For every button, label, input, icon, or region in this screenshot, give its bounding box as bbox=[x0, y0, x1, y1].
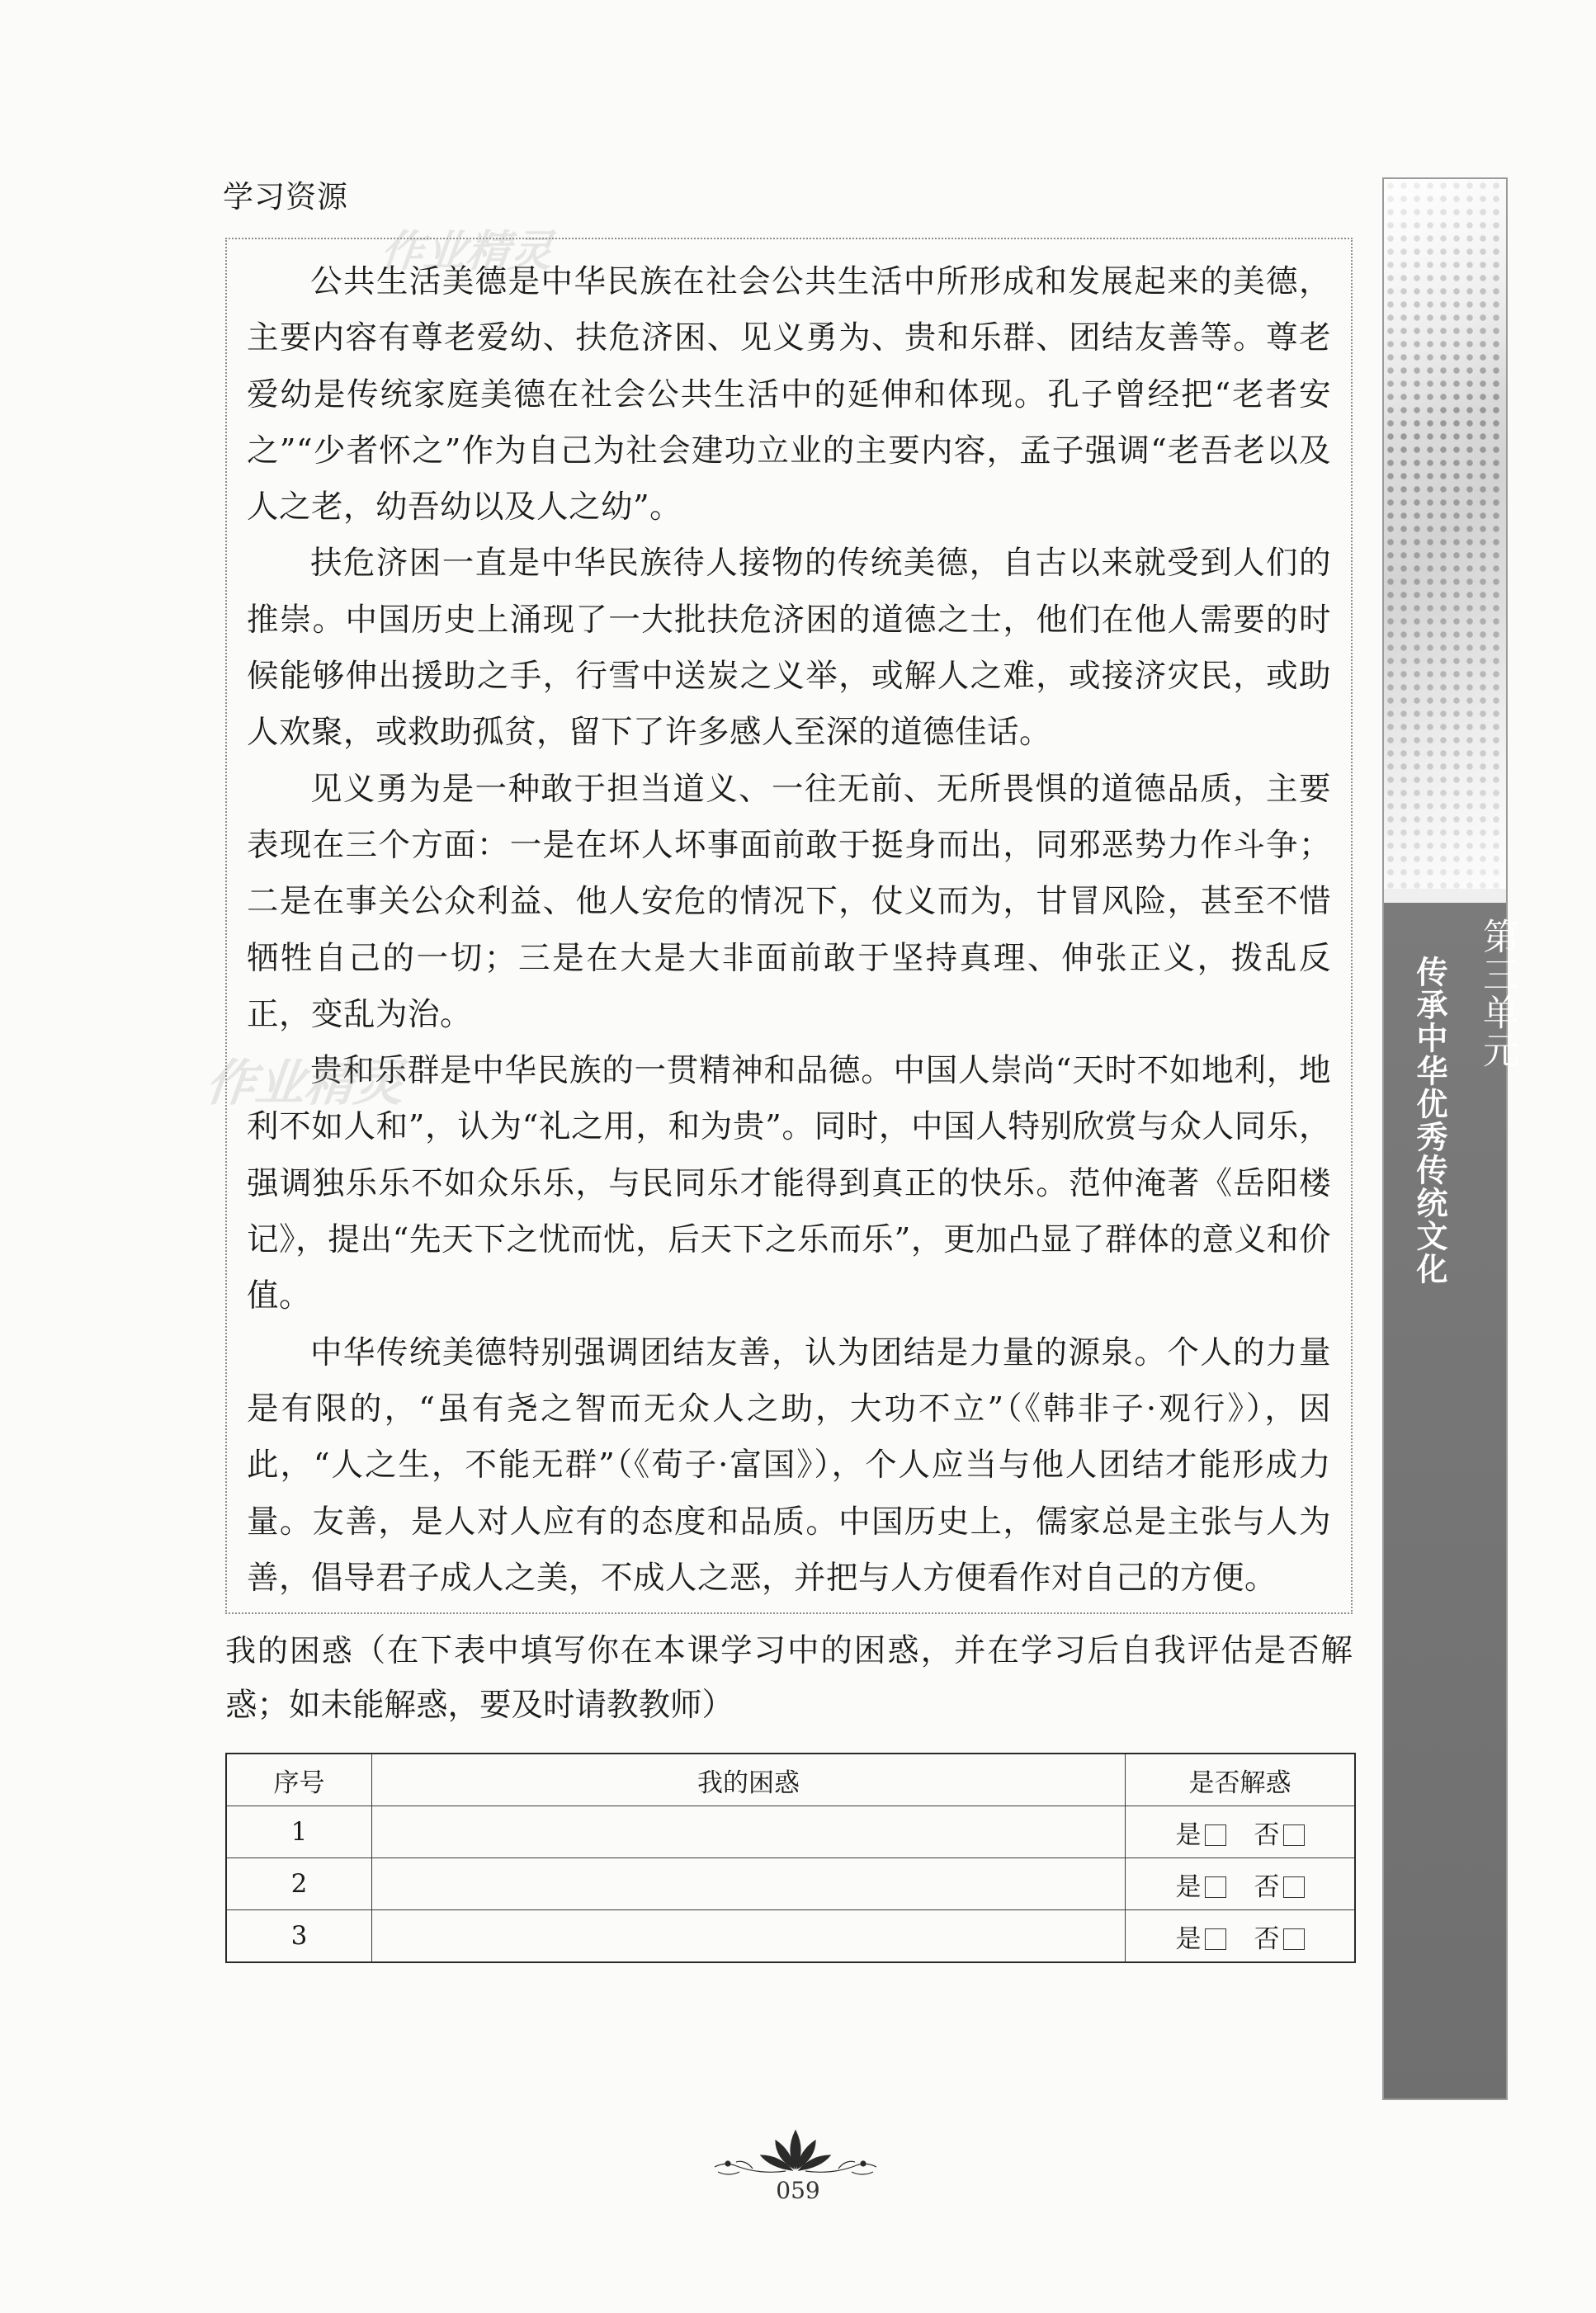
resource-paragraph: 扶危济困一直是中华民族待人接物的传统美德，自古以来就受到人们的推崇。中国历史上涌现了一大批扶危济困的道德之士，他们在他人需要的时候能够伸出援助之手，行雪中送炭之义举，或解人之难，或接济灾民，或助人欢聚，或救助孤贫，留下了许多感人至深的道德佳话。 bbox=[247, 545, 1331, 752]
yes-checkbox[interactable] bbox=[1205, 1824, 1226, 1846]
resolved-cell bbox=[1126, 1806, 1356, 1858]
resource-paragraph: 贵和乐群是中华民族的一贯精神和品德。中国人崇尚“天时不如地利，地利不如人和”，认为“礼之用，和为贵”。同时，中国人特别欣赏与众人同乐，强调独乐乐不如众乐乐，与民同乐才能得到真正的快乐。范仲淹著《岳阳楼记》，提出“先天下之忧而忧，后天下之乐而乐”，更加凸显了群体的意义和价值。 bbox=[247, 1052, 1331, 1315]
table-row bbox=[226, 1910, 1355, 1963]
yes-label: 是 bbox=[1175, 1924, 1202, 1954]
yes-checkbox[interactable] bbox=[1205, 1928, 1226, 1950]
resource-paragraph: 公共生活美德是中华民族在社会公共生活中所形成和发展起来的美德，主要内容有尊老爱幼、扶危济困、见义勇为、贵和乐群、团结友善等。尊老爱幼是传统家庭美德在社会公共生活中的延伸和体现。孔子曾经把“老者安之”“少者怀之”作为自己为社会建功立业的主要内容，孟子强调“老吾老以及人之老，幼吾幼以及人之幼”。 bbox=[247, 263, 1331, 526]
confusion-heading bbox=[225, 1624, 1353, 1733]
learning-resource-box bbox=[225, 238, 1353, 1614]
row-index: 3 bbox=[226, 1910, 372, 1963]
no-label: 否 bbox=[1254, 1924, 1280, 1954]
confusion-label: 我的困惑 bbox=[225, 1633, 354, 1669]
row-index: 1 bbox=[226, 1806, 372, 1858]
table-row bbox=[226, 1858, 1355, 1910]
table-row bbox=[226, 1806, 1355, 1858]
unit-subtitle: 传承中华优秀传统文化 bbox=[1411, 956, 1447, 1286]
table-header-row bbox=[226, 1754, 1355, 1806]
unit-label: 第三单元 bbox=[1476, 918, 1518, 1069]
no-label: 否 bbox=[1254, 1820, 1280, 1850]
confusion-cell[interactable] bbox=[372, 1910, 1126, 1963]
row-index: 2 bbox=[226, 1858, 372, 1910]
confusion-instruction: （在下表中填写你在本课学习中的困惑，并在学习后自我评估是否解惑；如未能解惑，要及时请教教师） bbox=[225, 1632, 1353, 1724]
watermark: 作业精灵 bbox=[202, 1055, 408, 1112]
resolved-cell bbox=[1126, 1858, 1356, 1910]
resource-paragraph: 见义勇为是一种敢于担当道义、一往无前、无所畏惧的道德品质，主要表现在三个方面：一是在坏人坏事面前敢于挺身而出，同邪恶势力作斗争；二是在事关公众利益、他人安危的情况下，仗义而为，甘冒风险，甚至不惜牺牲自己的一切；三是在大是大非面前敢于坚持真理、伸张正义，拨乱反正，变乱为治。 bbox=[247, 770, 1331, 1033]
no-checkbox[interactable] bbox=[1283, 1928, 1305, 1950]
no-label: 否 bbox=[1254, 1872, 1280, 1902]
yes-label: 是 bbox=[1175, 1872, 1202, 1902]
halftone-pattern bbox=[1384, 179, 1506, 889]
yes-label: 是 bbox=[1175, 1820, 1202, 1850]
confusion-cell[interactable] bbox=[372, 1806, 1126, 1858]
no-checkbox[interactable] bbox=[1283, 1876, 1305, 1898]
confusion-table bbox=[225, 1753, 1356, 1963]
column-header-index: 序号 bbox=[226, 1754, 372, 1806]
column-header-confusion: 我的困惑 bbox=[372, 1754, 1126, 1806]
floral-ornament-icon bbox=[703, 2126, 889, 2175]
page-number: 059 bbox=[776, 2177, 820, 2204]
watermark: 作业精灵 bbox=[378, 227, 555, 276]
resource-paragraph: 中华传统美德特别强调团结友善，认为团结是力量的源泉。个人的力量是有限的，“虽有尧之智而无众人之助，大功不立”（《韩非子·观行》），因此，“人之生，不能无群”（《荀子·富国》），个人应当与他人团结才能形成力量。友善，是人对人应有的态度和品质。中国历史上，儒家总是主张与人为善，倡导君子成人之美，不成人之恶，并把与人方便看作对自己的方便。 bbox=[247, 1334, 1331, 1597]
yes-checkbox[interactable] bbox=[1205, 1876, 1226, 1898]
resolved-cell bbox=[1126, 1910, 1356, 1963]
no-checkbox[interactable] bbox=[1283, 1824, 1305, 1846]
column-header-resolved: 是否解惑 bbox=[1126, 1754, 1356, 1806]
section-title: 学习资源 bbox=[223, 179, 348, 215]
confusion-cell[interactable] bbox=[372, 1858, 1126, 1910]
